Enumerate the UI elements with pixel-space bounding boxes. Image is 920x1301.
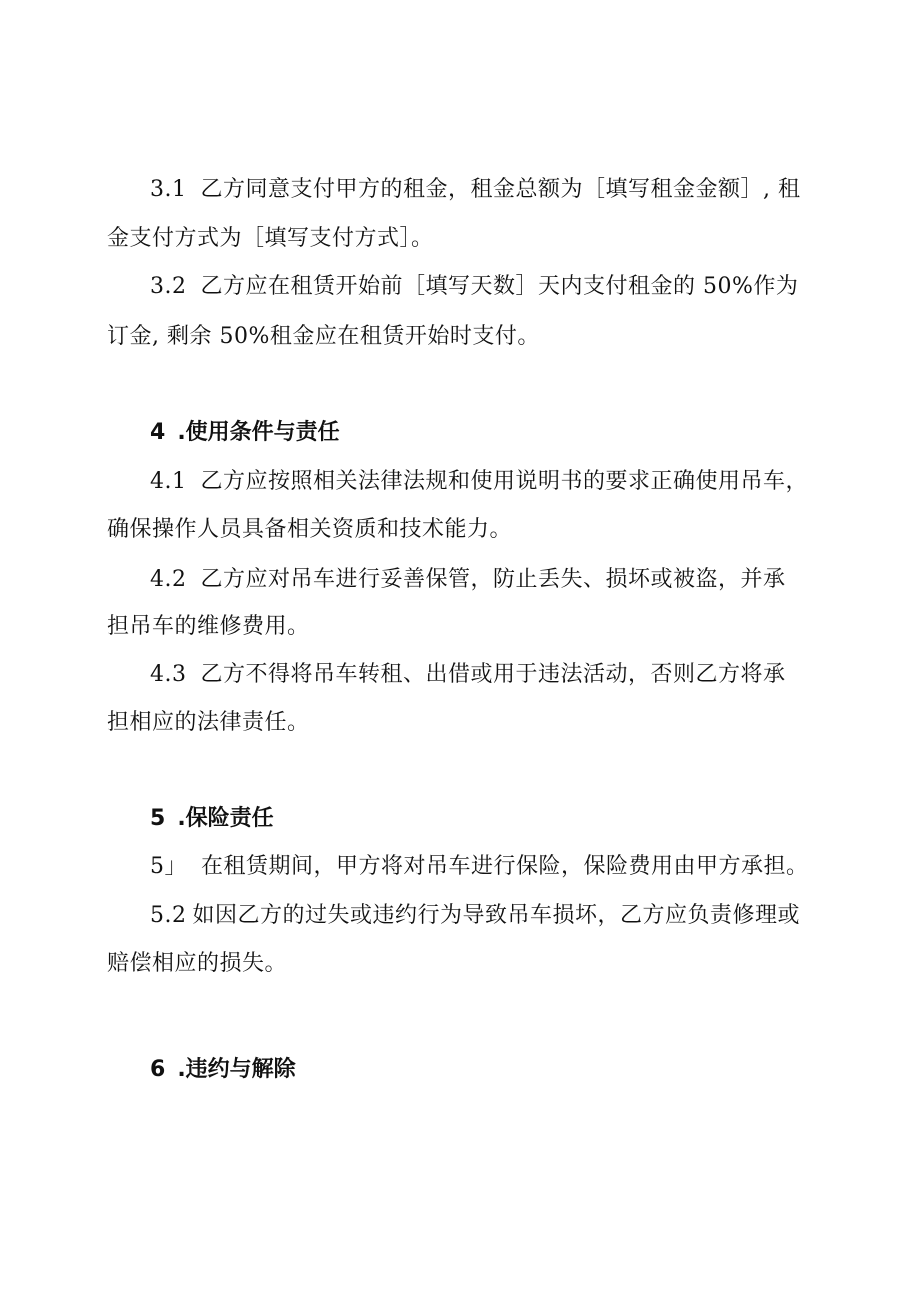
clause-3-1-line-1: [150, 175, 801, 205]
clause-4-3-line-1: [150, 660, 786, 690]
clause-3-2-line-2: 订金, 剩余 50%租金应在租赁开始时支付。: [107, 324, 540, 349]
clause-4-1-line-1: [150, 467, 808, 497]
clause-5-1-line-1: [150, 852, 809, 882]
clause-number: 3.1: [150, 177, 187, 202]
clause-5-2-line-2: 赔偿相应的损失。: [107, 951, 288, 976]
section-heading-6: [150, 1055, 296, 1085]
clause-number: 5」: [150, 854, 187, 879]
clause-3-2-line-1: [150, 272, 798, 302]
clause-4-3-line-2: 担相应的法律责任。: [107, 710, 310, 735]
clause-3-1-line-2: 金支付方式为［填写支付方式］。: [107, 226, 434, 251]
section-heading-5: [150, 804, 274, 834]
clause-text: 乙方不得将吊车转租、出借或用于违法活动，否则乙方将承: [200, 662, 786, 687]
clause-number: 4.1: [150, 469, 187, 494]
clause-number: 5.2: [150, 903, 187, 928]
section-title: .使用条件与责任: [177, 420, 340, 445]
section-title: .违约与解除: [177, 1057, 296, 1082]
section-number: 6: [150, 1057, 166, 1082]
section-number: 4: [150, 420, 166, 445]
section-heading-4: [150, 418, 340, 448]
clause-text: 如因乙方的过失或违约行为导致吊车损坏，乙方应负责修理或: [192, 903, 801, 928]
clause-number: 3.2: [150, 274, 187, 299]
clause-4-1-line-2: 确保操作人员具备相关资质和技术能力。: [107, 517, 513, 542]
clause-text: 乙方应对吊车进行妥善保管，防止丢失、损坏或被盗，并承: [200, 567, 786, 592]
clause-text: 乙方应在租赁开始前［填写天数］天内支付租金的 50%作为: [200, 274, 799, 299]
clause-number: 4.3: [150, 662, 187, 687]
clause-text: 乙方应按照相关法律法规和使用说明书的要求正确使用吊车，: [200, 469, 809, 494]
clause-4-2-line-2: 担吊车的维修费用。: [107, 614, 310, 639]
clause-number: 4.2: [150, 567, 187, 592]
clause-5-2-line-1: [150, 901, 800, 931]
section-number: 5: [150, 806, 166, 831]
clause-text: 乙方同意支付甲方的租金，租金总额为［填写租金金额］, 租: [200, 177, 801, 202]
clause-text: 在租赁期间，甲方将对吊车进行保险，保险费用由甲方承担。: [201, 854, 809, 879]
clause-4-2-line-1: [150, 565, 786, 595]
section-title: .保险责任: [177, 806, 274, 831]
